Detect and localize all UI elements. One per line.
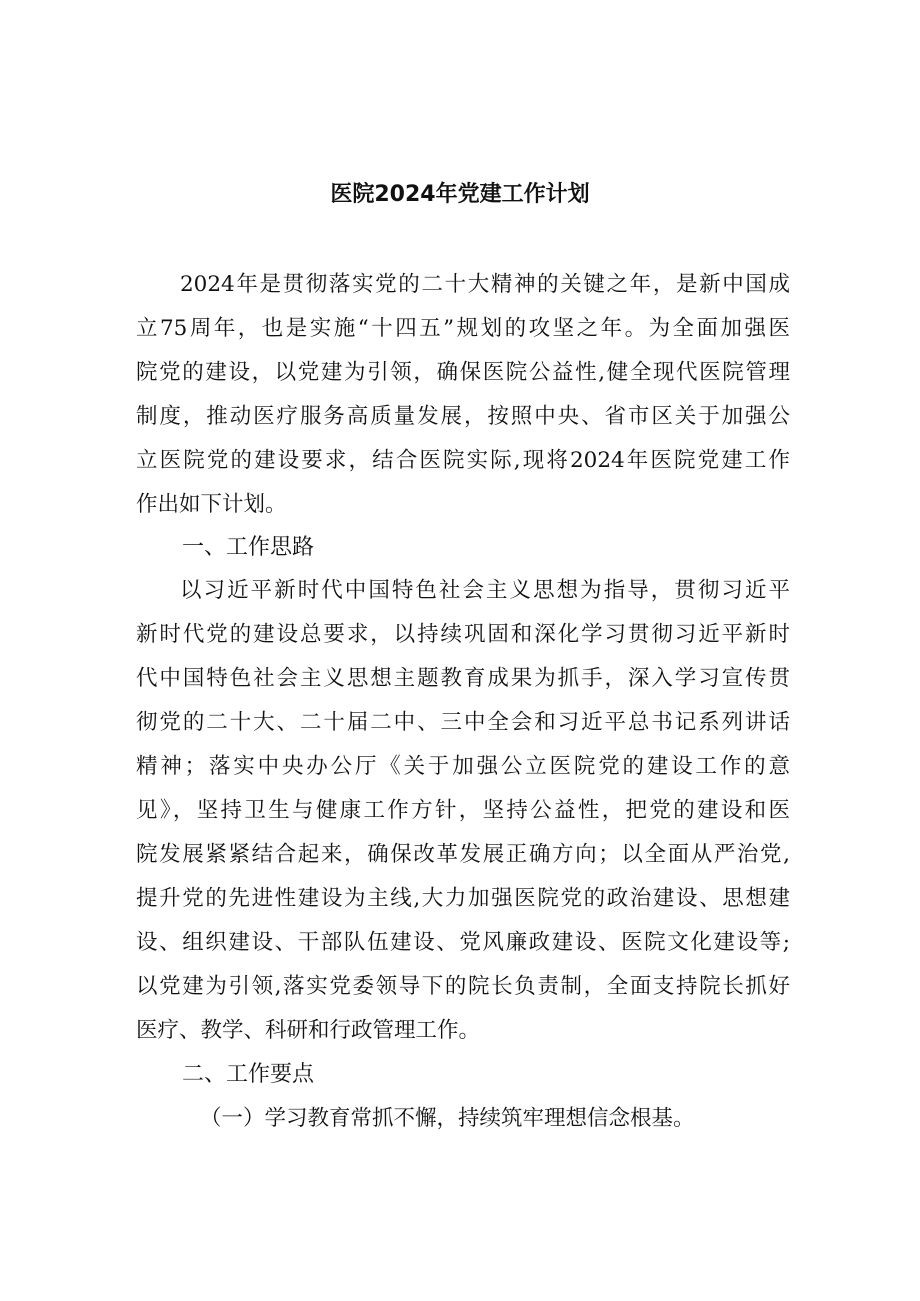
paragraph-line: 提升党的先进性建设为主线,大力加强医院党的政治建设、思想建 — [136, 886, 790, 911]
document-title: 医院2024年党建工作计划 — [330, 182, 590, 207]
paragraph-line: 以党建为引领,落实党委领导下的院长负责制，全面支持院长抓好 — [136, 974, 790, 999]
paragraph-line: 制度，推动医疗服务高质量发展，按照中央、省市区关于加强公 — [136, 404, 790, 429]
paragraph-line: 见》，坚持卫生与健康工作方针，坚持公益性，把党的建设和医 — [136, 798, 790, 823]
paragraph-line: 立75周年，也是实施“十四五”规划的攻坚之年。为全面加强医 — [136, 316, 790, 341]
paragraph-line: 立医院党的建设要求，结合医院实际,现将2024年医院党建工作 — [136, 448, 790, 473]
paragraph-line: 以习近平新时代中国特色社会主义思想为指导，贯彻习近平 — [180, 578, 790, 603]
paragraph-line: 2024年是贯彻落实党的二十大精神的关键之年，是新中国成 — [180, 272, 790, 297]
paragraph-line: 院党的建设，以党建为引领，确保医院公益性,健全现代医院管理 — [136, 360, 790, 385]
paragraph-line: 院发展紧紧结合起来，确保改革发展正确方向；以全面从严治党, — [136, 842, 790, 867]
paragraph-line: 新时代党的建设总要求，以持续巩固和深化学习贯彻习近平新时 — [136, 622, 790, 647]
section-heading: 二、工作要点 — [182, 1062, 315, 1087]
subsection-heading: （一）学习教育常抓不懈，持续筑牢理想信念根基。 — [200, 1106, 695, 1131]
paragraph-line: 作出如下计划。 — [136, 492, 287, 517]
paragraph-line: 设、组织建设、干部队伍建设、党风廉政建设、医院文化建设等; — [136, 930, 790, 955]
paragraph-line: 医疗、教学、科研和行政管理工作。 — [136, 1018, 481, 1043]
paragraph-line: 彻党的二十大、二十届二中、三中全会和习近平总书记系列讲话 — [136, 710, 790, 735]
paragraph-line: 代中国特色社会主义思想主题教育成果为抓手，深入学习宣传贯 — [136, 666, 790, 691]
section-heading: 一、工作思路 — [182, 535, 315, 560]
paragraph-line: 精神；落实中央办公厅《关于加强公立医院党的建设工作的意 — [136, 754, 790, 779]
